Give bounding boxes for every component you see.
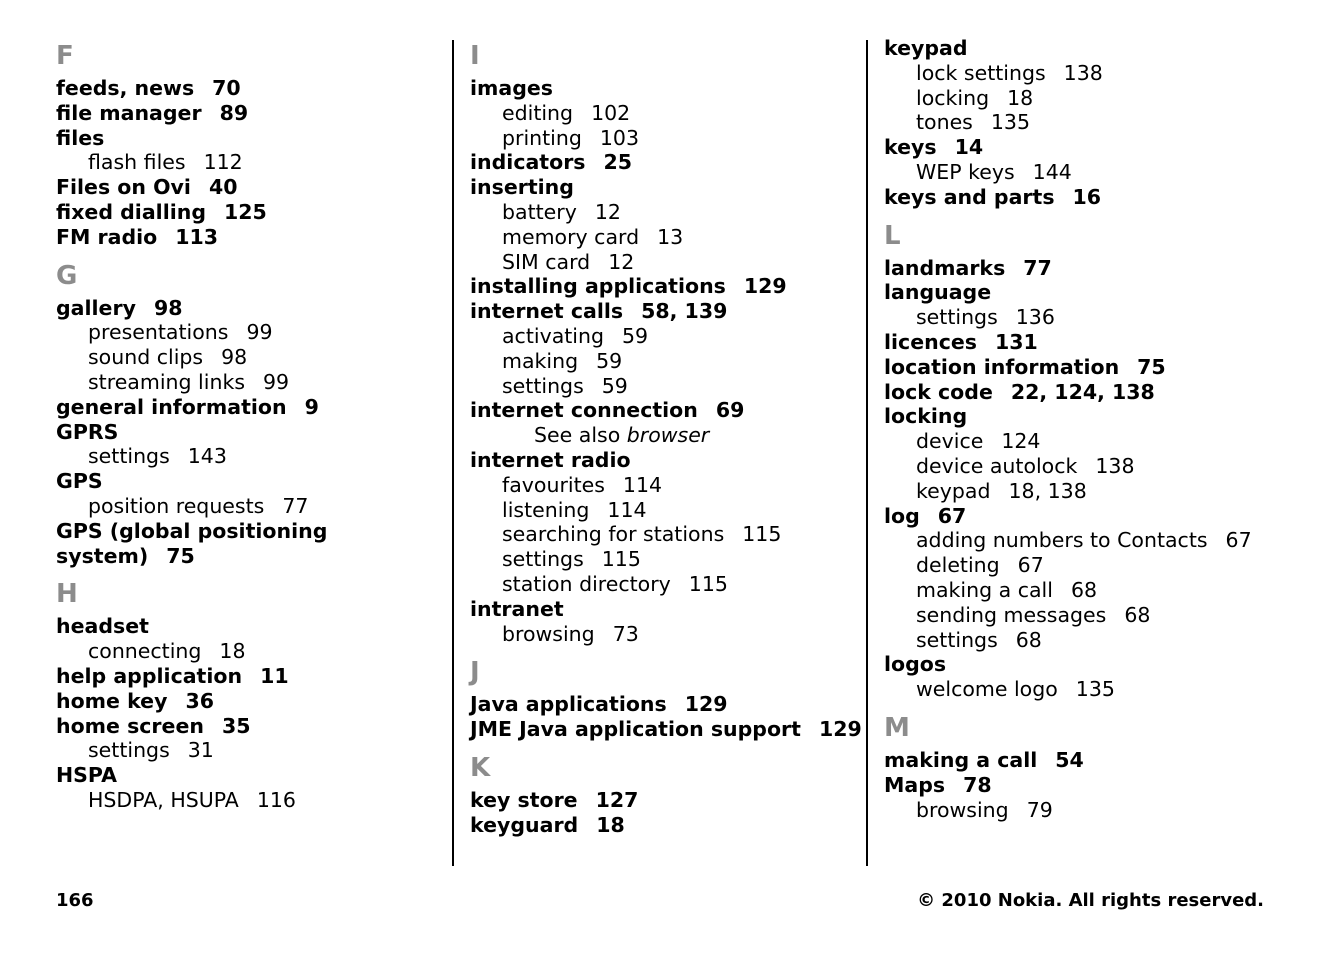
entry-page-numbers: 129 bbox=[743, 274, 787, 299]
column-divider bbox=[866, 40, 868, 866]
entry-term: files bbox=[56, 125, 105, 150]
entry-page-numbers: 135 bbox=[1075, 677, 1115, 702]
entry-term: keys bbox=[884, 135, 937, 160]
entry-term: feeds, news bbox=[56, 76, 195, 100]
index-entry bbox=[470, 299, 850, 324]
entry-term: landmarks bbox=[884, 255, 1006, 280]
entry-page-numbers: 31 bbox=[187, 738, 214, 763]
entry-term: internet radio bbox=[470, 447, 631, 472]
index-entry bbox=[56, 296, 436, 321]
section-letter-heading: F bbox=[56, 41, 74, 71]
entry-term: deleting bbox=[916, 553, 1000, 578]
entry-term: locking bbox=[916, 85, 990, 110]
entry-term: headset bbox=[56, 614, 149, 639]
entry-page-numbers: 127 bbox=[595, 787, 639, 812]
entry-page-numbers: 78 bbox=[963, 772, 992, 797]
entry-term: images bbox=[470, 76, 554, 100]
entry-page-numbers: 79 bbox=[1026, 797, 1053, 822]
index-entry bbox=[470, 274, 850, 299]
entry-page-numbers: 114 bbox=[622, 472, 663, 497]
index-entry bbox=[884, 135, 1304, 160]
index-subentry bbox=[884, 160, 1304, 185]
index-subentry bbox=[470, 349, 850, 374]
entry-term: location information bbox=[884, 354, 1120, 379]
index-subentry bbox=[884, 429, 1304, 454]
entry-term: GPS bbox=[56, 469, 103, 494]
entry-term: settings bbox=[502, 547, 584, 572]
index-subentry bbox=[884, 479, 1304, 504]
index-column-3 bbox=[884, 36, 1304, 822]
entry-term: welcome logo bbox=[916, 677, 1058, 702]
entry-page-numbers: 75 bbox=[1137, 354, 1166, 379]
index-subentry bbox=[470, 547, 850, 572]
entry-page-numbers: 112 bbox=[203, 150, 243, 175]
index-section bbox=[884, 708, 1304, 822]
entry-term: key store bbox=[470, 787, 578, 812]
index-subentry bbox=[884, 798, 1304, 823]
entry-term: adding numbers to Contacts bbox=[916, 528, 1208, 553]
index-entry bbox=[884, 36, 1304, 61]
index-subentry bbox=[56, 320, 436, 345]
index-subentry bbox=[884, 528, 1304, 553]
entry-page-numbers: 18 bbox=[1007, 85, 1034, 110]
entry-term: language bbox=[884, 280, 992, 305]
entry-term: Maps bbox=[884, 772, 946, 797]
entry-page-numbers: 59 bbox=[596, 348, 623, 373]
entry-term: JME Java application support bbox=[470, 717, 801, 742]
index-column-2 bbox=[470, 36, 862, 838]
index-subentry bbox=[56, 639, 436, 664]
entry-term: system) bbox=[56, 543, 149, 568]
index-entry bbox=[470, 150, 850, 175]
index-section bbox=[56, 574, 436, 812]
index-entry bbox=[470, 813, 850, 838]
entry-term: connecting bbox=[88, 639, 202, 664]
index-subentry bbox=[884, 677, 1304, 702]
entry-term: device bbox=[916, 429, 984, 454]
entry-term: position requests bbox=[88, 493, 265, 518]
entry-term: device autolock bbox=[916, 453, 1078, 478]
index-entry bbox=[884, 504, 1304, 529]
entry-term: making a call bbox=[916, 577, 1053, 602]
entry-term: listening bbox=[502, 497, 590, 522]
index-entry bbox=[56, 101, 436, 126]
index-subentry bbox=[56, 150, 436, 175]
entry-term: memory card bbox=[502, 224, 640, 249]
index-entry bbox=[470, 448, 850, 473]
entry-page-numbers: 116 bbox=[256, 787, 296, 812]
entry-term: keys and parts bbox=[884, 184, 1055, 209]
entry-term: intranet bbox=[470, 596, 564, 621]
index-subentry bbox=[470, 572, 850, 597]
index-section bbox=[884, 36, 1304, 210]
entry-term: battery bbox=[502, 199, 577, 224]
index-entry bbox=[470, 398, 850, 423]
entry-page-numbers: 25 bbox=[603, 150, 633, 175]
index-entry bbox=[56, 225, 436, 250]
entry-page-numbers: 99 bbox=[246, 320, 273, 345]
entry-term: browsing bbox=[916, 797, 1009, 822]
entry-page-numbers: 99 bbox=[263, 369, 290, 394]
index-entry bbox=[56, 200, 436, 225]
index-section bbox=[56, 256, 436, 569]
index-subentry bbox=[884, 553, 1304, 578]
index-entry bbox=[56, 664, 436, 689]
entry-page-numbers: 59 bbox=[622, 323, 649, 348]
entry-term: searching for stations bbox=[502, 522, 725, 547]
index-entry bbox=[56, 420, 436, 445]
entry-term: sound clips bbox=[88, 345, 204, 370]
see-also-reference: browser bbox=[626, 423, 710, 448]
entry-page-numbers: 18 bbox=[596, 812, 625, 837]
entry-page-numbers: 115 bbox=[742, 522, 782, 547]
index-subentry bbox=[470, 374, 850, 399]
entry-term: gallery bbox=[56, 295, 136, 320]
entry-page-numbers: 124 bbox=[1001, 429, 1041, 454]
entry-page-numbers: 125 bbox=[224, 199, 267, 224]
index-section bbox=[56, 36, 436, 250]
entry-term: HSPA bbox=[56, 763, 117, 788]
index-entry bbox=[884, 185, 1304, 210]
entry-page-numbers: 18, 138 bbox=[1008, 478, 1087, 503]
index-subentry bbox=[884, 61, 1304, 86]
index-entry bbox=[56, 763, 436, 788]
index-section bbox=[884, 216, 1304, 702]
entry-term: keypad bbox=[884, 36, 968, 60]
entry-page-numbers: 67 bbox=[937, 503, 967, 528]
index-entry bbox=[470, 175, 850, 200]
entry-term: logos bbox=[884, 652, 947, 677]
entry-term: Files on Ovi bbox=[56, 175, 191, 200]
entry-term: settings bbox=[916, 305, 998, 330]
index-entry bbox=[884, 748, 1304, 773]
entry-page-numbers: 16 bbox=[1072, 184, 1102, 209]
index-subentry bbox=[56, 345, 436, 370]
see-also-entry bbox=[470, 423, 850, 448]
section-letter-heading: J bbox=[470, 657, 480, 688]
entry-page-numbers: 12 bbox=[594, 199, 621, 224]
index-section bbox=[470, 748, 850, 838]
entry-page-numbers: 89 bbox=[219, 100, 249, 125]
index-column-1 bbox=[56, 36, 436, 813]
index-subentry bbox=[884, 454, 1304, 479]
entry-term: internet calls bbox=[470, 299, 624, 324]
entry-page-numbers: 59 bbox=[601, 373, 628, 398]
index-entry bbox=[56, 469, 436, 494]
entry-page-numbers: 54 bbox=[1055, 747, 1084, 772]
entry-term: lock code bbox=[884, 379, 993, 404]
entry-term: settings bbox=[916, 627, 998, 652]
entry-page-numbers: 114 bbox=[607, 497, 647, 522]
entry-page-numbers: 77 bbox=[282, 493, 309, 518]
index-subentry bbox=[56, 494, 436, 519]
entry-term: home screen bbox=[56, 713, 204, 738]
index-entry bbox=[56, 395, 436, 420]
index-entry bbox=[56, 76, 436, 101]
index-entry bbox=[56, 544, 436, 569]
entry-page-numbers: 11 bbox=[260, 663, 289, 688]
index-section bbox=[470, 36, 850, 646]
index-subentry bbox=[470, 126, 850, 151]
entry-term: making a call bbox=[884, 747, 1038, 772]
page-number: 166 bbox=[56, 890, 94, 911]
index-subentry bbox=[56, 444, 436, 469]
index-entry bbox=[470, 76, 850, 101]
index-entry bbox=[56, 519, 436, 544]
index-subentry bbox=[884, 578, 1304, 603]
entry-page-numbers: 115 bbox=[688, 571, 728, 596]
entry-term: SIM card bbox=[502, 249, 591, 274]
entry-page-numbers: 14 bbox=[954, 135, 984, 160]
index-subentry bbox=[470, 473, 850, 498]
entry-page-numbers: 129 bbox=[684, 692, 728, 717]
entry-term: log bbox=[884, 503, 920, 528]
index-entry bbox=[470, 788, 850, 813]
entry-page-numbers: 36 bbox=[185, 688, 214, 713]
entry-page-numbers: 68 bbox=[1015, 627, 1042, 652]
entry-term: lock settings bbox=[916, 60, 1046, 85]
index-entry bbox=[884, 330, 1304, 355]
index-entry bbox=[884, 355, 1304, 380]
entry-page-numbers: 9 bbox=[304, 394, 319, 419]
entry-term: installing applications bbox=[470, 274, 726, 299]
entry-page-numbers: 75 bbox=[166, 543, 195, 568]
entry-term: sending messages bbox=[916, 602, 1107, 627]
index-subentry bbox=[470, 498, 850, 523]
index-entry bbox=[56, 689, 436, 714]
index-subentry bbox=[56, 788, 436, 813]
index-entry bbox=[884, 652, 1304, 677]
entry-term: internet connection bbox=[470, 398, 698, 423]
entry-term: inserting bbox=[470, 175, 574, 200]
index-subentry bbox=[884, 628, 1304, 653]
index-subentry bbox=[470, 200, 850, 225]
entry-page-numbers: 135 bbox=[990, 110, 1031, 135]
entry-term: Java applications bbox=[470, 692, 667, 717]
entry-term: See also bbox=[534, 423, 621, 448]
entry-page-numbers: 129 bbox=[818, 717, 862, 742]
index-section bbox=[470, 652, 862, 742]
index-entry bbox=[470, 717, 862, 742]
entry-page-numbers: 138 bbox=[1095, 453, 1135, 478]
entry-page-numbers: 68 bbox=[1070, 577, 1098, 602]
section-letter-heading: K bbox=[470, 752, 491, 783]
entry-term: keypad bbox=[916, 478, 991, 503]
index-entry bbox=[884, 404, 1304, 429]
entry-page-numbers: 69 bbox=[715, 398, 745, 423]
entry-term: activating bbox=[502, 323, 604, 348]
entry-term: GPRS bbox=[56, 419, 119, 444]
section-letter-heading: G bbox=[56, 260, 78, 291]
index-subentry bbox=[470, 101, 850, 126]
entry-term: FM radio bbox=[56, 224, 158, 249]
entry-term: general information bbox=[56, 394, 287, 419]
entry-term: WEP keys bbox=[916, 159, 1015, 184]
entry-term: presentations bbox=[88, 320, 229, 345]
index-entry bbox=[56, 714, 436, 739]
entry-term: settings bbox=[88, 738, 170, 763]
entry-page-numbers: 77 bbox=[1023, 255, 1052, 280]
entry-page-numbers: 143 bbox=[187, 444, 227, 469]
entry-term: keyguard bbox=[470, 812, 579, 837]
entry-page-numbers: 68 bbox=[1124, 602, 1151, 627]
entry-term: help application bbox=[56, 663, 243, 688]
index-subentry bbox=[884, 305, 1304, 330]
entry-page-numbers: 73 bbox=[612, 621, 639, 646]
entry-page-numbers: 103 bbox=[599, 125, 640, 150]
entry-page-numbers: 136 bbox=[1015, 305, 1055, 330]
entry-term: flash files bbox=[88, 150, 186, 175]
index-subentry bbox=[470, 622, 850, 647]
entry-page-numbers: 35 bbox=[221, 713, 251, 738]
entry-page-numbers: 138 bbox=[1063, 60, 1103, 85]
entry-term: making bbox=[502, 348, 579, 373]
entry-term: station directory bbox=[502, 571, 671, 596]
entry-term: favourites bbox=[502, 472, 605, 497]
index-entry bbox=[56, 126, 436, 151]
index-subentry bbox=[470, 250, 850, 275]
index-subentry bbox=[56, 370, 436, 395]
index-entry bbox=[884, 280, 1304, 305]
entry-term: home key bbox=[56, 688, 168, 713]
entry-term: HSDPA, HSUPA bbox=[88, 787, 239, 812]
index-subentry bbox=[470, 324, 850, 349]
copyright-notice: © 2010 Nokia. All rights reserved. bbox=[917, 890, 1264, 911]
entry-page-numbers: 12 bbox=[608, 249, 635, 274]
entry-term: tones bbox=[916, 110, 973, 135]
entry-term: settings bbox=[88, 444, 170, 469]
entry-page-numbers: 115 bbox=[601, 547, 641, 572]
index-subentry bbox=[470, 225, 850, 250]
column-divider bbox=[452, 40, 454, 866]
entry-term: indicators bbox=[470, 150, 586, 175]
section-letter-heading: I bbox=[470, 41, 480, 71]
index-entry bbox=[470, 692, 850, 717]
entry-page-numbers: 98 bbox=[153, 295, 183, 320]
index-subentry bbox=[470, 522, 850, 547]
entry-term: printing bbox=[502, 125, 582, 150]
section-letter-heading: H bbox=[56, 579, 78, 610]
entry-page-numbers: 144 bbox=[1032, 159, 1072, 184]
entry-term: settings bbox=[502, 373, 584, 398]
entry-page-numbers: 18 bbox=[219, 639, 246, 664]
entry-page-numbers: 131 bbox=[994, 329, 1038, 354]
section-letter-heading: L bbox=[884, 220, 901, 251]
index-subentry bbox=[884, 86, 1304, 111]
entry-term: GPS (global positioning bbox=[56, 518, 328, 543]
index-entry bbox=[884, 256, 1304, 281]
entry-term: streaming links bbox=[88, 369, 245, 394]
entry-page-numbers: 113 bbox=[175, 224, 219, 249]
index-entry bbox=[884, 380, 1304, 405]
entry-page-numbers: 67 bbox=[1017, 553, 1044, 578]
entry-term: file manager bbox=[56, 100, 202, 125]
entry-term: locking bbox=[884, 404, 968, 429]
entry-page-numbers: 22, 124, 138 bbox=[1010, 379, 1155, 404]
index-subentry bbox=[56, 738, 436, 763]
index-subentry bbox=[884, 603, 1304, 628]
index-entry bbox=[56, 175, 436, 200]
entry-page-numbers: 98 bbox=[221, 345, 248, 370]
index-entry bbox=[884, 773, 1304, 798]
entry-term: fixed dialling bbox=[56, 199, 207, 224]
entry-page-numbers: 67 bbox=[1225, 528, 1252, 553]
entry-term: editing bbox=[502, 100, 574, 125]
entry-page-numbers: 70 bbox=[212, 76, 241, 100]
entry-page-numbers: 102 bbox=[591, 100, 631, 125]
entry-term: browsing bbox=[502, 621, 595, 646]
entry-term: licences bbox=[884, 329, 977, 354]
entry-page-numbers: 13 bbox=[657, 224, 684, 249]
index-entry bbox=[470, 597, 850, 622]
entry-page-numbers: 58, 139 bbox=[641, 299, 728, 324]
entry-page-numbers: 40 bbox=[208, 175, 238, 200]
index-subentry bbox=[884, 110, 1304, 135]
section-letter-heading: M bbox=[884, 712, 910, 743]
index-entry bbox=[56, 614, 436, 639]
